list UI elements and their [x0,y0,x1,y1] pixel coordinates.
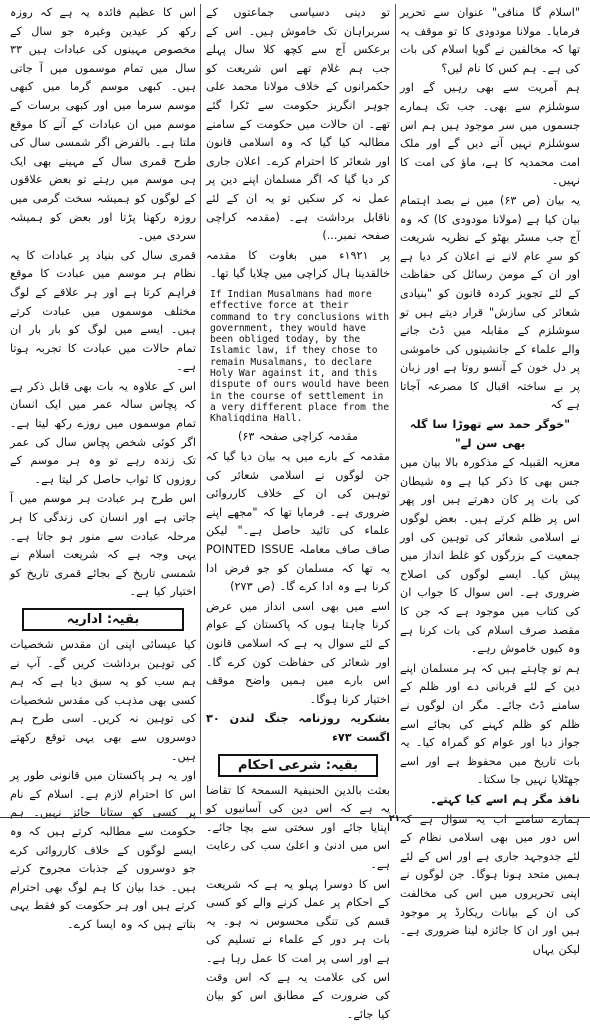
paragraph: کیا عیسائی اپنی ان مقدس شخصیات کی توہین برداشت کریں گے۔ آپ نے ہم سب کو یہ سبق دیا ہے کہ ہم کسی بھی مذہب کی مقدس شخصیات کی توہین نہ کریں۔ اسی طرح ہم دوسروں سے بھی یہی توقع رکھتے ہیں۔ [10,638,196,763]
editorial-box-heading: بقیہ: اداریہ [22,608,184,631]
paragraph: پر ۱۹۲۱ء میں بغاوت کا مقدمہ خالقدینا ہال کراچی میں چلایا گیا تھا۔ [206,248,391,281]
column-left [4,4,200,931]
paragraph: مقدمہ کے بارے میں یہ بیان دیا گیا کہ جن لوگوں نے اسلامی شعائر کی توہین کی ان کے خلاف کارروائی ضروری ہے۔ فرمایا تھا کہ "مجھے اپنے علماء کی تائید حاصل ہے۔" لیکن صاف صاف معاملہ POINTED ISSUE یہ تھا کہ مسلمان کو جو فرض ادا کرنا ہے وہ ادا کرے گا۔ (ص ۲۷۳) [206,450,390,594]
paragraph: اسے میں بھی اسی انداز میں عرض کرنا چاہتا ہوں کہ پاکستان کے عوام کے لئے سوال یہ ہے کہ اسلامی قانون اور شعائر کی حفاظت کون کرے گا۔ اس بارے میں ہمیں واضح موقف اختیار کرنا ہوگا۔ [206,599,390,706]
paragraph: معزیہ القبیلہ کے مذکورہ بالا بیان میں جس بھی کا ذکر کیا ہے وہ شیطان کی بات پر کان دھرتے ہیں اور پھر اس پر ظلم کرتے ہیں۔ بعض لوگوں نے اسلامی شعائر کی توہین کی اور جمعیت کے بزرگوں کو غلط انداز میں پیش کیا۔ ایسے لوگوں کی اصلاح ضروری ہے۔ اس سوال کا جواب ان کی کتاب میں موجود ہے کہ جن کا مقصد صرف اسلام کی بات کرنا ہے وہ کیوں خاموش رہے۔ [400,456,580,656]
verse-line: "خوگر حمد سے تھوڑا سا گلہ بھی سن لے" [409,418,571,450]
footer-divider [0,817,590,818]
paragraph: بعثت بالدین الحنیفیۃ السمحۃ کا تقاضا یہ ہے کہ اس دین کی آسانیوں کو اپنایا جائے اور سختی سے بچا جائے۔ اس میں ادنیٰ و اعلیٰ سب کی رعایت ہے۔ [206,783,390,871]
column-middle [200,4,396,1021]
legal-box-heading: بقیہ: شرعی احکام [218,754,378,777]
paragraph: اس کا عظیم فائدہ یہ ہے کہ روزہ رکھ کر عیدین وغیرہ جو سال کے مخصوص مہینوں کی عبادات ہیں ۳۳ سال میں تمام موسموں میں آ جاتی ہیں۔ کبھی موسم گرما میں کبھی موسم سرما میں اور کبھی برسات کے موسم میں ان عبادات کے آنے کا موقع ملتا ہے۔ بالفرض اگر شمسی سال کی طرح قمری سال کے مہینے بھی ایک ہی موسم میں رہتے تو بعض علاقوں کے لوگوں کو ہمیشہ سخت گرمی میں روزہ رکھنا پڑتا اور بعض کو ہمیشہ سردی میں۔ [10,6,196,243]
english-quote: If Indian Musalmans had more effective force at their command to try conclusions with government, they would have been obliged today, by the Islamic law, if they chose to remain Musalmans, to declare Holy War against it, and this dispute of ours would have been in the course of settlement in a very different place from the Khaliqdina Hall. [210,288,390,425]
page-number: ۲۱ [389,814,400,824]
paragraph: ہمارے سامنے اب یہ سوال ہے کہ اس دور میں بھی اسلامی نظام کے لئے جدوجہد جاری ہے اور اس کے لئے ہمیں متحد ہونا ہوگا۔ جن لوگوں نے اپنی تحریروں میں اس کی مخالفت کی ان کے بیانات ریکارڈ پر موجود ہیں اور ان کا جائزہ لینا ضروری ہے۔ لیکن یہاں [400,812,580,956]
paragraph: اور یہ ہر پاکستان میں قانونی طور پر اس کا احترام لازم ہے۔ اسلام کے نام پر کسی کو ستانا جائز نہیں۔ ہم حکومت سے مطالبہ کرتے ہیں کہ وہ ایسے لوگوں کے خلاف کارروائی کرے جو دوسروں کے جذبات مجروح کرتے ہیں۔ خدا بیان کا ہم لوگ بھی احترام کرتے ہیں اور ہر حکومت کو فقط یہی بتاتے ہیں کہ وہ ایسا کرے۔ [10,769,196,931]
paragraph: نافذ مگر ہم اسے کیا کہتے۔ [430,792,580,806]
paragraph: تو دینی دسیاسی جماعتوں کے سربراہان تک خاموش ہیں۔ اس کے برعکس آج سے کچھ کلا سال پہلے جب ہم غلام تھے اس شریعت کو حکمرانوں کے خلاف مولانا محمد علی جوہر انگریز حکومت سے ٹکرا گئے تھے۔ ان حالات میں حکومت کے سامنے مطالبہ کیا گیا کہ وہ اسلامی قانون اور شعائر کا احترام کرے۔ اعلان جاری کر دیا گیا کہ اگر مسلمان اپنے دین پر عمل نہ کر سکیں تو یہ ان کے لئے ناقابل برداشت ہے۔ (مقدمہ کراچی صفحہ نمبر...) [206,6,390,243]
paragraph: یہ بیان (ص ۶۳) میں نے بصد اہتمام بیان کیا ہے (مولانا مودودی کا) کہ وہ آج جب مسٹر بھٹو کے نظریہ شریعت کو سرِ عام لانے نے اعلان کر دیا ہے اور ان کے مومن رسائل کی حفاظت کے لئے تجویز کردہ قانون کو "بنیادی شعائر کی سازش" قرار دیتے ہیں تو سوشلزم کے مقابلہ میں ڈٹ جانے والے علماء کے جانشینوں کی خاموشی پر دل خون کے آنسو روتا ہے اور زبان پر بے ساختہ اقبال کا مصرعہ آجاتا ہے کہ [400,193,580,412]
text-columns [4,4,586,1021]
paragraph: اس کے علاوہ یہ بات بھی قابل ذکر ہے کہ پچاس سالہ عمر میں ایک انسان تمام موسموں میں روزے رکھ لیتا ہے۔ اگر کوئی شخص پچاس سال کی عمر تک زندہ رہے تو وہ ہر موسم کے روزوں کا ثواب حاصل کر لیتا ہے۔ [10,379,196,486]
column-right [396,4,586,956]
source-credit: بشکریہ روزنامہ جنگ لندن ۳۰ اگست ۷۳ء [206,712,390,744]
paragraph: اس کا دوسرا پہلو یہ ہے کہ شریعت کے احکام پر عمل کرنے والے کو کسی قسم کی تنگی محسوس نہ ہو۔ یہ بات ہر دور کے علماء نے تسلیم کی ہے اور اسی پر امت کا عمل رہا ہے۔ اس کی علامت یہ ہے کہ اس وقت کی ضرورت کے مطابق اس کو بیان کیا جائے۔ [206,877,390,1021]
paragraph: ہم تو چاہتے ہیں کہ ہر مسلمان اپنے دین کے لئے قربانی دے اور ظلم کے سامنے ڈٹ جائے۔ مگر ان لوگوں نے ظلم کو ظلم کہنے کی بجائے اسے جواز دیا اور عوام کو گمراہ کیا۔ یہ بات تاریخ میں محفوظ ہے اور اسے جھٹلایا نہیں جا سکتا۔ [400,661,580,787]
paragraph: "اسلام گا منافی" عنوان سے تحریر فرمایا۔ مولانا مودودی کا تو موقف یہ تھا کہ مخالفین نے گویا اسلام کی بات کی ہے۔ ہم کس کا نام لیں؟ [400,6,580,75]
paragraph: قمری سال کی بنیاد پر عبادات کا یہ نظام ہر موسم میں عبادت کا موقع فراہم کرتا ہے اور ہر علاقے کے لوگ مختلف موسموں میں عبادت کرتے ہیں۔ ایسے میں لوگ کو بار بار ان تمام حالات میں عبادت کا تجربہ ہوتا ہے۔ [10,248,196,374]
paragraph: اس طرح ہر عبادت ہر موسم میں آ جاتی ہے اور انسان کی زندگی کا ہر مرحلہ عبادت سے منور ہو جاتا ہے۔ یہی وجہ ہے کہ شریعت اسلام نے شمسی تاریخ کے بجائے قمری تاریخ کو اختیار کیا ہے۔ [10,492,196,599]
paragraph: ہم آمریت سے بھی رہیں گے اور سوشلزم سے بھی۔ جب تک ہمارے جسموں میں سر موجود ہیں ہم اس سوشلزم نہیں آنے دیں گے اور ملک امت محمدیہ کا ہے، ماؤ کی امت کا نہیں۔ [400,81,580,188]
citation: مقدمہ کراچی صفحہ ۶۳) [238,430,358,444]
